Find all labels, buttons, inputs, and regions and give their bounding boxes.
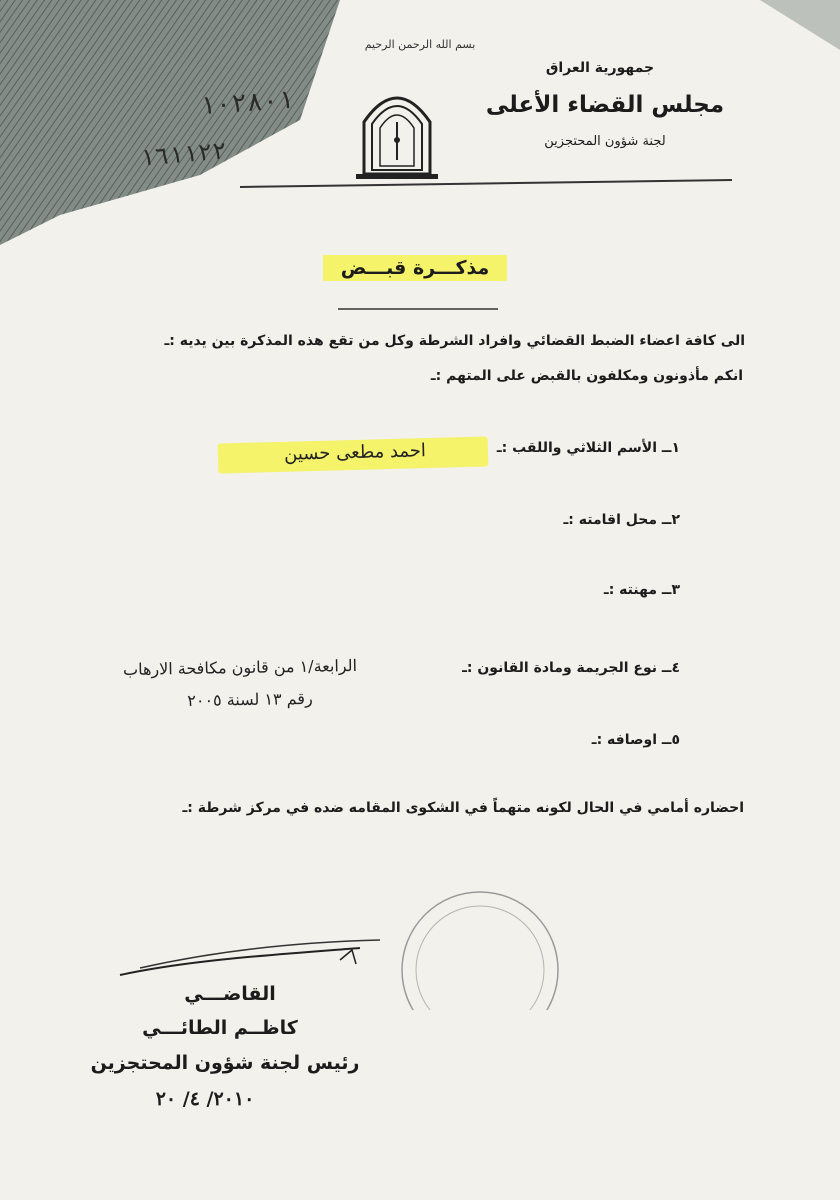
reference-number-1: ١٠٢٨٠١ xyxy=(199,84,295,122)
order-text: انكم مأذونون ومكلفون بالقبض على المتهم :ـ xyxy=(430,368,743,384)
judiciary-emblem-icon xyxy=(352,82,442,182)
basmala-text: بسم الله الرحمن الرحيم xyxy=(364,38,476,51)
field-description-label: ٥ــ اوصافه :ـ xyxy=(591,732,680,748)
field-crime-label: ٤ــ نوع الجريمة ومادة القانون :ـ xyxy=(462,660,680,676)
republic-name: جمهورية العراق xyxy=(545,60,655,76)
signature-name: كاظــم الطائـــي xyxy=(142,1017,298,1039)
field-occupation-label: ٣ــ مهنته :ـ xyxy=(603,582,680,598)
signature-date: ٢٠١٠/ ٤/ ٢٠ xyxy=(155,1088,255,1110)
signature-role: رئيس لجنة شؤون المحتجزين xyxy=(90,1052,360,1074)
committee-name: لجنة شؤون المحتجزين xyxy=(544,134,666,149)
council-name: مجلس القضاء الأعلى xyxy=(485,92,725,118)
field-crime-value-line1: الرابعة/١ من قانون مكافحة الارهاب xyxy=(122,655,358,680)
field-full-name-value: احمد مطعى حسين xyxy=(283,440,427,465)
bring-before-text: احضاره أمامي في الحال لكونه متهماً في الشكوى المقامه ضده في مركز شرطة :ـ xyxy=(182,800,744,816)
field-full-name-label: ١ــ الأسم الثلاثي واللقب :ـ xyxy=(496,440,680,456)
addressee-text: الى كافة اعضاء الضبط القضائي وافراد الشرطة وكل من تقع هذه المذكرة بين يديه :ـ xyxy=(164,333,745,349)
document-title: مذكـــرة قبـــض xyxy=(323,255,508,281)
signature-title: القاضـــي xyxy=(184,983,276,1005)
document-title-wrap xyxy=(320,255,510,281)
reference-number-2: ١٦١١٢٢ xyxy=(138,136,228,172)
field-crime-value-line2: رقم ١٣ لسنة ٢٠٠٥ xyxy=(187,688,313,711)
field-residence-label: ٢ــ محل اقامته :ـ xyxy=(563,512,680,528)
title-underline xyxy=(338,306,498,312)
